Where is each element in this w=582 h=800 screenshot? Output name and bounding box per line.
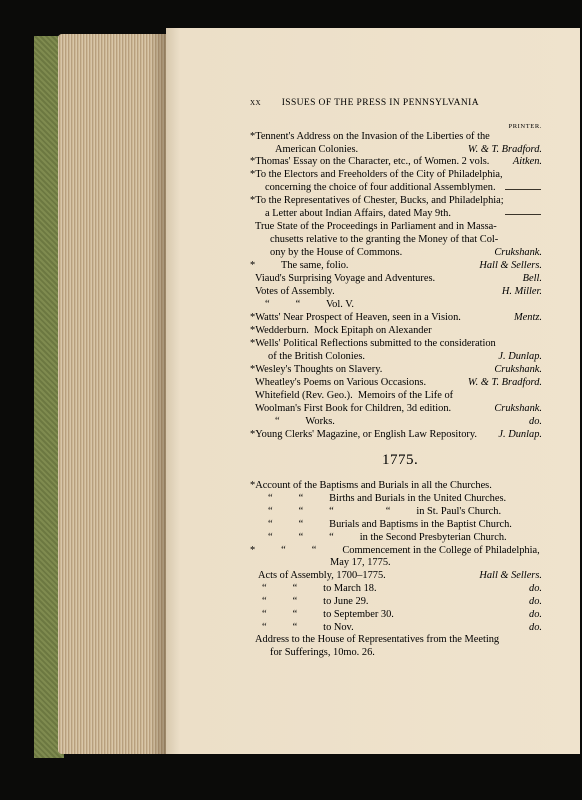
printer-name: do. (529, 622, 542, 633)
entry-line: *Thomas' Essay on the Character, etc., of Women. 2 vols. (250, 156, 490, 167)
printer-name: do. (529, 583, 542, 594)
entry-line: “ “ to Nov. (262, 622, 354, 633)
printer-name: Crukshank. (494, 403, 542, 414)
entry-line: *Young Clerks' Magazine, or English Law Repository. (250, 429, 477, 440)
entry-line: “ “ to March 18. (262, 583, 377, 594)
entry-line: Votes of Assembly. (255, 286, 335, 297)
printer-name: Bell. (522, 273, 542, 284)
printer-column-heading: PRINTER. (508, 123, 542, 130)
entry-line: *To the Electors and Freeholders of the City of Philadelphia, (250, 169, 503, 180)
printer-name: Hall & Sellers. (479, 570, 542, 581)
entry-line: *Watts' Near Prospect of Heaven, seen in a Vision. (250, 312, 461, 323)
entry-line: “ “ “ in the Second Presbyterian Church. (268, 532, 507, 543)
printer-name: Crukshank. (494, 247, 542, 258)
printer-unknown-rule (505, 189, 541, 190)
entry-line: “ “ “ “ in St. Paul's Church. (268, 506, 502, 517)
printer-name: Crukshank. (494, 364, 542, 375)
entry-line: “ “ to June 29. (262, 596, 369, 607)
entry-line: May 17, 1775. (330, 557, 391, 568)
entry-line: *Wesley's Thoughts on Slavery. (250, 364, 383, 375)
page-number: xx (250, 98, 261, 108)
entry-line: Address to the House of Representatives from the Meeting (255, 634, 500, 645)
printer-name: do. (529, 416, 542, 427)
entry-line: Whitefield (Rev. Geo.). Memoirs of the Life of (255, 390, 454, 401)
entry-line: *Wedderburn. Mock Epitaph on Alexander (250, 325, 432, 336)
entry-line: concerning the choice of four additional Assemblymen. (265, 182, 496, 193)
printer-name: J. Dunlap. (498, 429, 542, 440)
printer-name: Mentz. (514, 312, 542, 323)
entry-line: ony by the House of Commons. (270, 247, 403, 258)
entry-line: of the British Colonies. (268, 351, 365, 362)
entry-line: Viaud's Surprising Voyage and Adventures. (255, 273, 436, 284)
printer-name: Hall & Sellers. (479, 260, 542, 271)
entry-line: * The same, folio. (250, 260, 349, 271)
entry-line: “ Works. (275, 416, 335, 427)
entry-line: Acts of Assembly, 1700–1775. (258, 570, 386, 581)
printer-name: do. (529, 596, 542, 607)
entry-line: * “ “ Commencement in the College of Philadelphia, (250, 545, 540, 556)
entry-line: a Letter about Indian Affairs, dated May 9th. (265, 208, 451, 219)
printer-name: do. (529, 609, 542, 620)
entry-line: “ “ Births and Burials in the United Churches. (268, 493, 507, 504)
entry-line: for Sufferings, 10mo. 26. (270, 647, 375, 658)
entry-line: *Wells' Political Reflections submitted to the consideration (250, 338, 496, 349)
entry-line: *To the Representatives of Chester, Bucks, and Philadelphia; (250, 195, 504, 206)
running-header (250, 98, 550, 108)
entry-line: *Tennent's Address on the Invasion of the Liberties of the (250, 131, 490, 142)
entry-line: Woolman's First Book for Children, 3d edition. (255, 403, 452, 414)
printer-name: W. & T. Bradford. (467, 144, 542, 155)
printer-name: W. & T. Bradford. (467, 377, 542, 388)
entry-line: *Account of the Baptisms and Burials in all the Churches. (250, 480, 492, 491)
entry-line: American Colonies. (275, 144, 359, 155)
entry-line: “ “ to September 30. (262, 609, 394, 620)
entry-line: chusetts relative to the granting the Money of that Col- (270, 234, 499, 245)
printer-name: H. Miller. (501, 286, 542, 297)
printer-unknown-rule (505, 214, 541, 215)
year-heading: 1775. (382, 452, 419, 468)
entry-line: True State of the Proceedings in Parliament and in Massa- (255, 221, 497, 232)
printer-name: Aitken. (512, 156, 542, 167)
entry-line: “ “ Burials and Baptisms in the Baptist Church. (268, 519, 512, 530)
running-title: ISSUES OF THE PRESS IN PENNSYLVANIA (281, 98, 479, 108)
entry-line: Wheatley's Poems on Various Occasions. (255, 377, 427, 388)
printer-name: J. Dunlap. (498, 351, 542, 362)
entry-line: “ “ Vol. V. (265, 299, 355, 310)
